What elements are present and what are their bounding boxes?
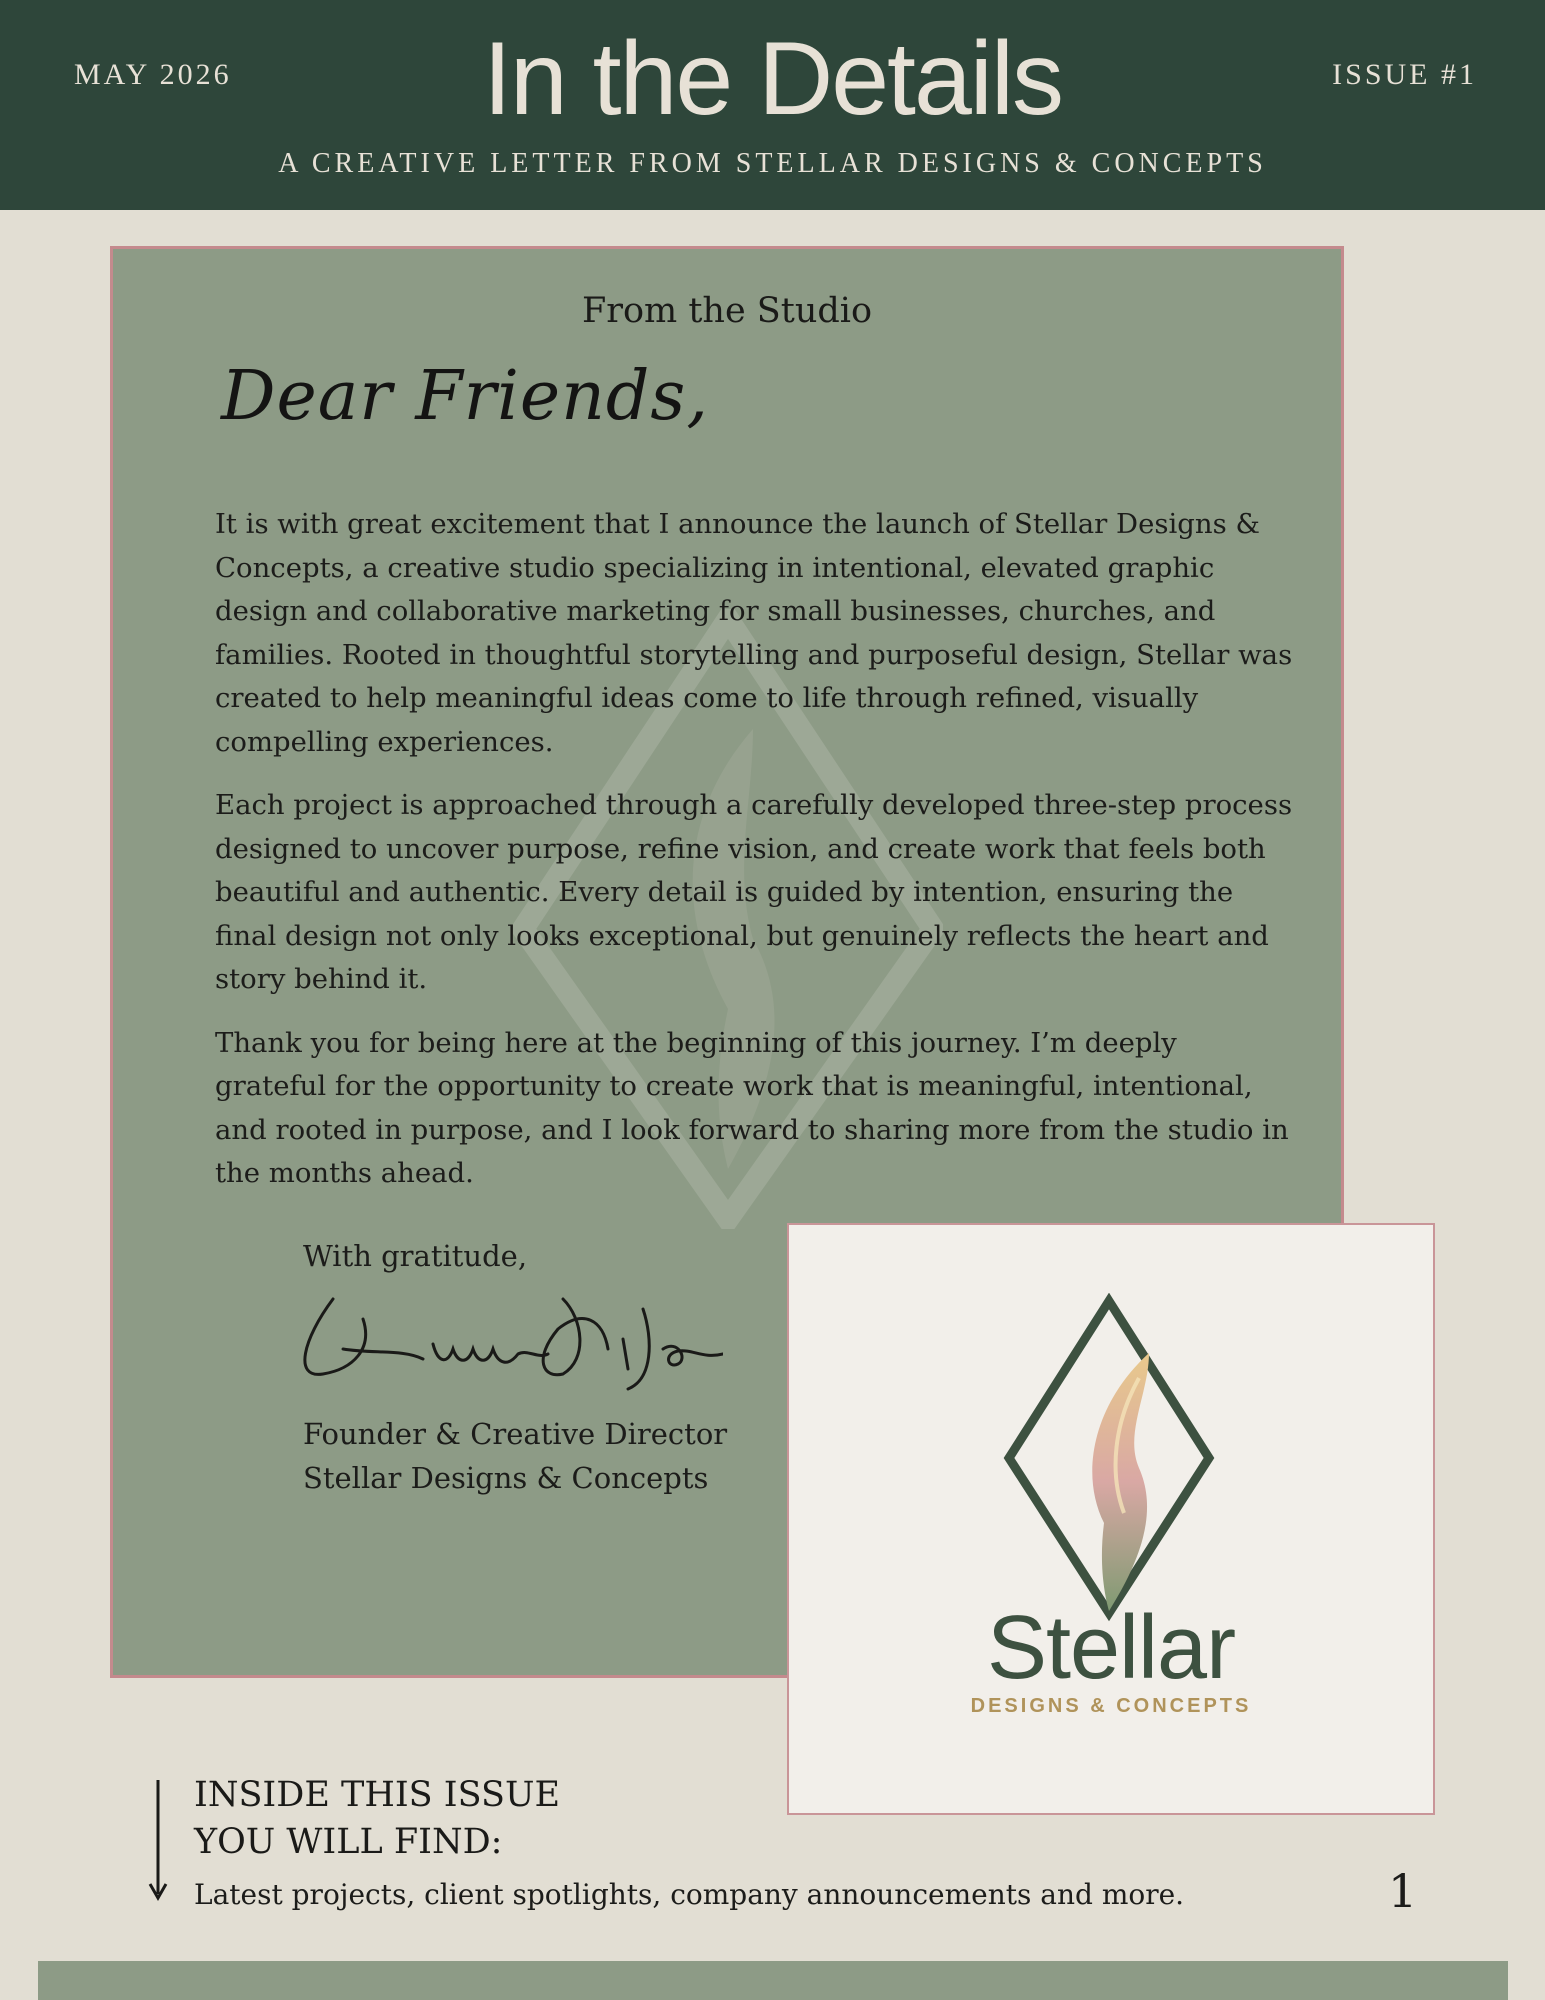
closing-line: With gratitude, [303, 1239, 528, 1273]
issue-date: MAY 2026 [74, 58, 232, 91]
signer-block [303, 1412, 727, 1500]
letter-paragraph: Each project is approached through a carefully developed three-step process designed to uncover purpose, refine vision, and create work that feels both beautiful and authentic. Every detail is guided by intention, ensuring the final design not only looks exceptional, but genuinely reflects the heart and story behind it. [215, 789, 1293, 995]
inside-summary: Latest projects, client spotlights, company announcements and more. [194, 1878, 1185, 1911]
inside-heading-line: INSIDE THIS ISSUE [194, 1775, 560, 1815]
newsletter-title: In the Details [483, 21, 1062, 137]
letter-body [215, 503, 1295, 1216]
inside-heading-line: YOU WILL FIND: [194, 1822, 503, 1862]
logo-card [787, 1223, 1435, 1815]
issue-number: ISSUE #1 [1332, 58, 1477, 91]
letter-heading: From the Studio [581, 291, 873, 331]
newsletter-subtitle: A CREATIVE LETTER FROM STELLAR DESIGNS & CONCEPTS [278, 148, 1267, 179]
letter-paragraph: It is with great excitement that I announce the launch of Stellar Designs & Concepts, a creative studio specializing in intentional, elevated graphic design and collaborative marketing for small businesses, churches, and families. Rooted in thoughtful storytelling and purposeful design, Stellar was created to help meaningful ideas come to life through refined, visually compelling experiences. [215, 508, 1293, 758]
salutation: Dear Friends, [221, 357, 709, 436]
footer-bar [38, 1961, 1508, 2000]
logo-wordmark: Stellar [986, 1598, 1236, 1698]
signer-company: Stellar Designs & Concepts [303, 1461, 709, 1495]
arrow-down-icon [146, 1778, 170, 1902]
signature-text: Lianne D. Jones [283, 1279, 291, 1280]
newsletter-header [0, 0, 1545, 210]
logo-tagline: DESIGNS & CONCEPTS [970, 1695, 1252, 1717]
page-number: 1 [1388, 1864, 1418, 1918]
signature [283, 1279, 723, 1399]
diamond-flame-icon [999, 1293, 1219, 1633]
signer-title: Founder & Creative Director [303, 1417, 728, 1451]
inside-heading [194, 1772, 560, 1866]
letter-paragraph: Thank you for being here at the beginning of this journey. I’m deeply grateful for the opportunity to create work that is meaningful, intentional, and rooted in purpose, and I look forward to sharing more from the studio in the months ahead. [215, 1026, 1289, 1189]
